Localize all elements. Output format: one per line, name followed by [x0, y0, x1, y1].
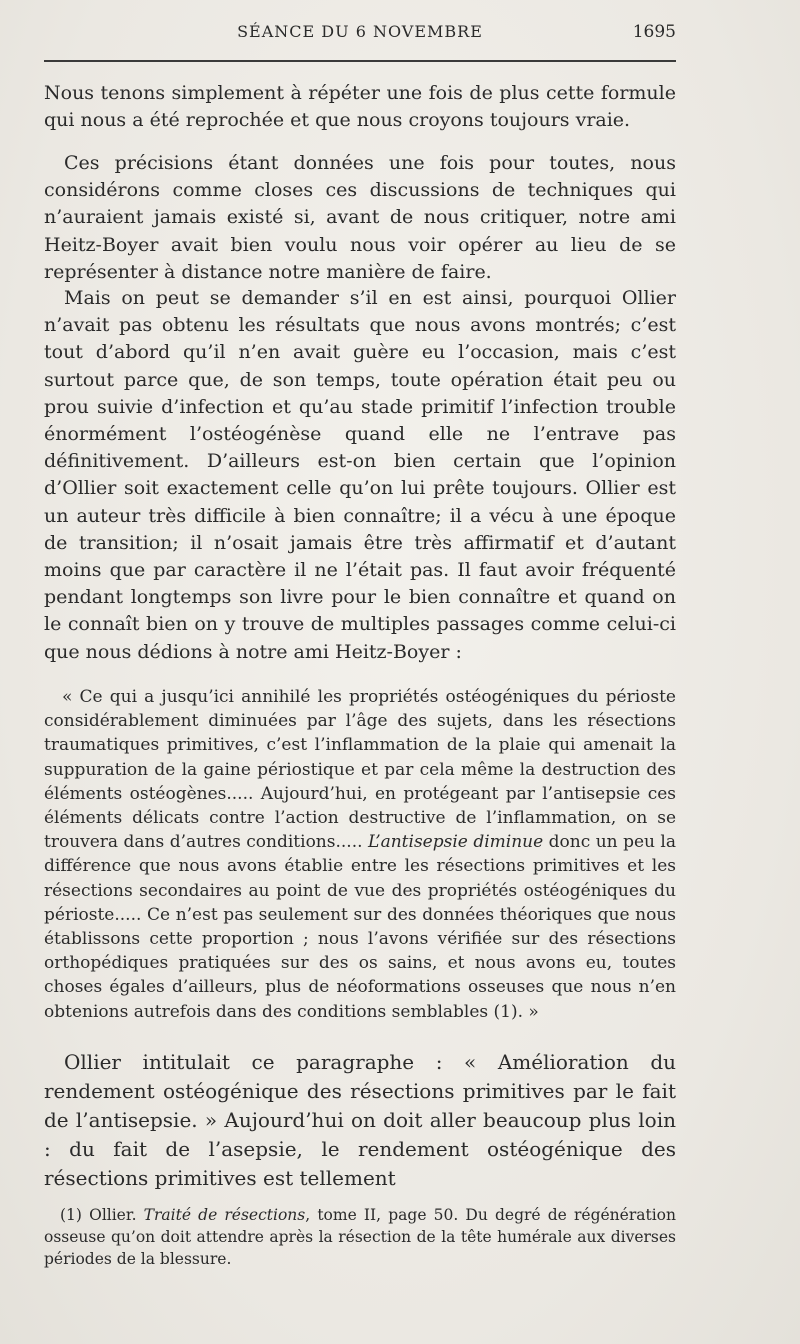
paragraph-precisions: [44, 150, 676, 286]
block-quote: [44, 685, 676, 1024]
paragraph-opening: [44, 80, 676, 134]
paragraph-text: Nous tenons simplement à répéter une fois de plus cette formule qui nous a été reprochée et que nous croyons toujours vraie.: [44, 82, 676, 132]
quote-emphasis: L’antisepsie diminue: [367, 832, 544, 853]
footnote: [44, 1204, 676, 1270]
running-title: SÉANCE DU 6 NOVEMBRE: [237, 22, 483, 41]
quote-text-b: donc un peu la différence que nous avons établie entre les résections primitives et les résections secondaires au point de vue des propriétés ostéogéniques du périoste..... Ce n’est pas seulement sur des données théoriques que nous établissons cette proportion ; nous l’avons vérifiée sur des résections orthopédiques pratiquées sur des os sains, et nous avons eu, toutes choses égales d’ailleurs, plus de néoformations osseuses que nous n’en obtenions autrefois dans des conditions semblables (1). »: [44, 832, 676, 1022]
quote-paragraph: [44, 685, 676, 1024]
footnote-separator: [44, 1186, 264, 1187]
paragraph-title-discussion: [44, 1048, 676, 1193]
footnote-text: [44, 1204, 676, 1270]
header-rule: [44, 60, 676, 62]
paragraph-ollier: [44, 285, 676, 666]
footnote-lead: (1) Ollier.: [60, 1206, 137, 1224]
quote-text-a: « Ce qui a jusqu’ici annihilé les propriétés ostéogéniques du périoste considérablement diminuées par l’âge des sujets, dans les résections traumatiques primitives, c’est l’inflammation de la plaie qui amenait la suppuration de la gaine périostique et par cela même la destruction des éléments ostéogènes..... Aujourd’hui, en protégeant par l’antisepsie ces éléments délicats contre l’action destructive de l’inflammation, on se trouvera dans d’autres conditions.....: [44, 687, 676, 853]
footnote-rest: , tome II, page 50. Du degré de régénération osseuse qu’on doit attendre après la résection de la tête humérale aux diverses périodes de la blessure.: [44, 1206, 676, 1268]
paragraph-text: Ollier intitulait ce paragraphe : « Amélioration du rendement ostéogénique des résections primitives par le fait de l’antisepsie. » Aujourd’hui on doit aller beaucoup plus loin : du fait de l’asepsie, le rendement ostéogénique des résections primitives est tellement: [44, 1050, 676, 1190]
paragraph-text: Mais on peut se demander s’il en est ainsi, pourquoi Ollier n’avait pas obtenu les résultats que nous avons montrés; c’est tout d’abord qu’il n’en avait guère eu l’occasion, mais c’est surtout parce que, de son temps, toute opération était peu ou prou suivie d’infection et qu’au stade primitif l’infection trouble énormément l’ostéogénèse quand elle ne l’entrave pas définitivement. D’ailleurs est-on bien certain que l’opinion d’Ollier soit exactement celle qu’on lui prête toujours. Ollier est un auteur très difficile à bien connaître; il a vécu à une époque de transition; il n’osait jamais être très affirmatif et d’autant moins que par caractère il ne l’était pas. Il faut avoir fréquenté pendant longtemps son livre pour le bien connaître et quand on le connaît bien on y trouve de multiples passages comme celui-ci que nous dédions à notre ami Heitz-Boyer :: [44, 287, 676, 663]
paragraph-text: Ces précisions étant données une fois pour toutes, nous considérons comme closes ces discussions de techniques qui n’auraient jamais existé si, avant de nous critiquer, notre ami Heitz-Boyer avait bien voulu nous voir opérer au lieu de se représenter à distance notre manière de faire.: [44, 152, 676, 283]
running-header: [44, 18, 676, 46]
page-number: 1695: [632, 22, 676, 42]
footnote-title: Traité de résections: [143, 1206, 306, 1224]
